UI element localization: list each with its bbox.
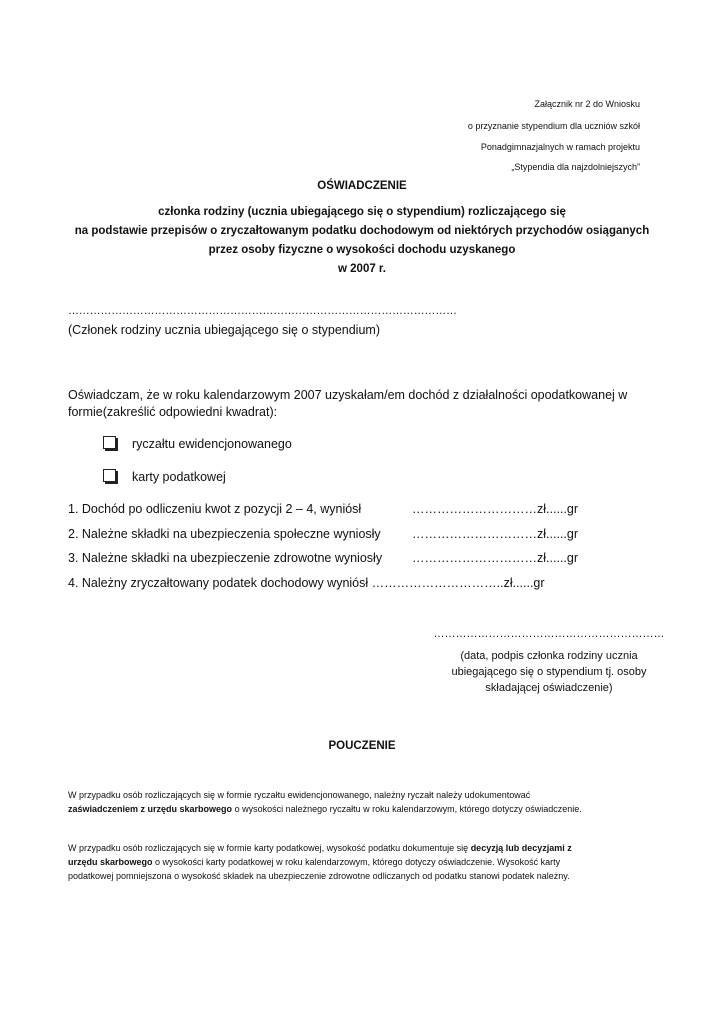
document-title: OŚWIADCZENIE — [317, 180, 407, 192]
pouczenie-p1-text: W przypadku osób rozliczających się w formie ryczałtu ewidencjonowanego, należny ryczałt należy udokumentować — [68, 790, 531, 800]
item-label-2: 2. Należne składki na ubezpieczenia społeczne wyniosły — [68, 527, 381, 541]
item-label-3: 3. Należne składki na ubezpieczenie zdrowotne wyniosły — [68, 551, 383, 565]
checkbox-icon[interactable] — [103, 436, 116, 449]
item-label-1: 1. Dochód po odliczeniu kwot z pozycji 2 – 4, wyniósł — [68, 502, 362, 516]
signature-caption-1: (data, podpis członka rodziny ucznia — [460, 650, 638, 662]
subtitle-line-3: przez osoby fizyczne o wysokości dochodu uzyskanego — [208, 244, 516, 256]
pouczenie-p2-rest: o wysokości karty podatkowej w roku kalendarzowym, którego dotyczy oświadczenie. Wysokość karty — [152, 857, 561, 867]
option-label: ryczałtu ewidencjonowanego — [132, 437, 292, 451]
subtitle-line-1: członka rodziny (ucznia ubiegającego się o stypendium) rozliczającego się — [158, 206, 566, 218]
subtitle-line-4: w 2007 r. — [338, 263, 386, 275]
header-line-2: o przyznanie stypendium dla uczniów szkół — [467, 121, 640, 131]
pouczenie-p2-bold-1: decyzją lub decyzjami z — [470, 843, 572, 853]
pouczenie-paragraph-2 — [68, 841, 658, 883]
member-name-field[interactable]: ……………………………………………………………………………………………… — [68, 305, 457, 317]
item-amount-2[interactable]: …………………………zł......gr — [412, 527, 578, 541]
pouczenie-p1-bold: zaświadczeniem z urzędu skarbowego — [68, 804, 233, 814]
option-label: karty podatkowej — [132, 470, 226, 484]
item-amount-1[interactable]: …………………………zł......gr — [412, 502, 578, 516]
signature-field[interactable]: ……………………………………………………… — [433, 628, 665, 640]
declaration-line-2: formie(zakreślić odpowiedni kwadrat): — [68, 405, 278, 419]
item-amount-3[interactable]: …………………………zł......gr — [412, 551, 578, 565]
item-label-4: 4. Należny zryczałtowany podatek dochodowy wyniósł …………………………..zł......gr — [68, 576, 545, 590]
pouczenie-title: POUCZENIE — [328, 740, 396, 752]
pouczenie-paragraph-1 — [68, 788, 658, 816]
header-line-1: Załącznik nr 2 do Wniosku — [534, 99, 640, 109]
option-karta[interactable] — [103, 469, 226, 484]
header-line-3: Ponadgimnazjalnych w ramach projektu — [480, 142, 640, 152]
checkbox-icon[interactable] — [103, 469, 116, 482]
signature-caption-3: składającej oświadczenie) — [485, 682, 613, 694]
pouczenie-p2-text: W przypadku osób rozliczających się w formie karty podatkowej, wysokość podatku dokumentuje się — [68, 843, 471, 853]
member-caption: (Członek rodziny ucznia ubiegającego się o stypendium) — [68, 323, 380, 337]
declaration-line-1: Oświadczam, że w roku kalendarzowym 2007 uzyskałam/em dochód z działalności opodatkowanej w — [68, 388, 628, 402]
pouczenie-p1-rest: o wysokości należnego ryczałtu w roku kalendarzowym, którego dotyczy oświadczenie. — [232, 804, 582, 814]
pouczenie-p2-bold-2: urzędu skarbowego — [68, 857, 153, 867]
signature-caption-2: ubiegającego się o stypendium tj. osoby — [451, 666, 647, 678]
subtitle-line-2: na podstawie przepisów o zryczałtowanym podatku dochodowym od niektórych przychodów osiąganych — [74, 225, 650, 237]
option-ryczalt[interactable] — [103, 436, 292, 451]
header-line-4: „Stypendia dla najzdolniejszych” — [511, 162, 640, 172]
pouczenie-p2-end: podatkowej pomniejszona o wysokość składek na ubezpieczenie zdrowotne odliczanych od podatku stanowi podatek należny. — [68, 871, 570, 881]
